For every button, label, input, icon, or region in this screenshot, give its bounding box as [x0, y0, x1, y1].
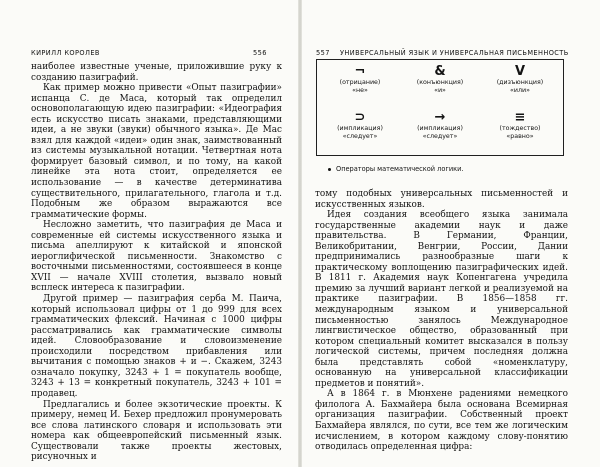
right-body-text [315, 189, 568, 453]
paragraph: Идея создания всеобщего языка занимала государственные академии наук и даже правительства. В Германии, Франции, Великобритании, Венгрии, России, Дании предпринимались разнообразные шаги к практическому воплощению пазиграфических идей. В 1811 г. Академия наук Копенгагена учредила премию за лучший вариант легкой и реализуемой на практике пазиграфии. В 1856—1858 гг. международным языком и универсальной письменностью занялось Международное лингвистическое общество, образованный при котором специальный комитет высказался в пользу логической системы, причем последняя должна была представлять собой «номенклатуру, основанную на универсальной классификации предметов и понятий». [315, 210, 568, 389]
running-head: КИРИЛЛ КОРОЛЕВ [31, 49, 100, 57]
operator-glyph: V [514, 64, 526, 79]
operator-reading: «или» [510, 86, 530, 94]
operator-negation [319, 64, 401, 94]
operator-reading: «следует» [342, 132, 378, 140]
right-page [300, 0, 600, 467]
operator-name: (дизъюнкция) [496, 79, 544, 86]
paragraph: Предлагались и более экзотические проекты. К примеру, немец И. Бехер предложил пронумеровать все слова латинского словаря и использовать эти номера как общеевропейский письменный язык. Существовали также проекты жестовых, рисуночных и [31, 399, 282, 463]
paragraph: Несложно заметить, что пазиграфия де Маса и современные ей системы искусственного языка и письма апеллируют к китайской и японской иероглифической письменности. Знакомство с восточными письменностями, состоявшееся в конце XVII — начале XVIII столетия, вызвало новый всплеск интереса к пазиграфии. [31, 220, 282, 294]
logic-operators-figure [316, 59, 564, 156]
operator-reading: «не» [352, 86, 368, 94]
operator-glyph: ≡ [514, 110, 526, 125]
operator-name: (тождество) [499, 125, 541, 132]
operator-reading: «и» [434, 86, 446, 94]
figure-caption-text: Операторы математической логики. [336, 165, 464, 173]
operator-conjunction [399, 64, 481, 94]
operator-reading: «следует» [422, 132, 458, 140]
paragraph: Другой пример — пазиграфия серба М. Паича, который использовал цифры от 1 до 999 для всех грамматических флексий. Начиная с 1000 цифры рассматривались как грамматические символы идей. Словообразование и словоизменение происходили посредством прибавления или вычитания с помощью знаков + и −. Скажем, 3243 означало покупку, 3243 + 1 = покупатель вообще, 3243 + 13 = конкретный покупатель, 3243 + 101 = продавец. [31, 294, 282, 399]
paragraph: тому подобных универсальных письменностей и искусственных языков. [315, 189, 568, 210]
operator-glyph: ¬ [354, 64, 366, 79]
operator-disjunction [479, 64, 561, 94]
operator-name: (импликация) [337, 125, 383, 132]
operator-implication-horseshoe [319, 110, 401, 140]
operator-glyph: & [434, 64, 446, 79]
operator-name: (импликация) [417, 125, 463, 132]
operator-identity [479, 110, 561, 140]
left-body-text [31, 62, 282, 463]
operator-name: (отрицание) [339, 79, 381, 86]
operator-reading: «равно» [506, 132, 534, 140]
running-head: УНИВЕРСАЛЬНЫЙ ЯЗЫК И УНИВЕРСАЛЬНАЯ ПИСЬМЕННОСТЬ [340, 49, 569, 57]
paragraph: наиболее известные ученые, приложившие руку к созданию пазиграфий. [31, 62, 282, 83]
operator-glyph: → [434, 110, 446, 125]
operator-glyph: ⊃ [354, 110, 366, 125]
paragraph: Как пример можно привести «Опыт пазиграфии» испанца С. де Маса, который так определил основополагающую идею пазиграфии: «Идеография есть искусство писать знаками, представляющими идеи, а не звуки (звуки) обычного языка». Де Мас взял для каждой «идеи» один знак, заимствованный из системы музыкальной нотации. Четвертная нота формирует базовый символ, и по тому, на какой линейке эта нота стоит, определяется ее использование — в качестве детерминатива существительного, прилагательного, глагола и т.д. Подобным же образом выражаются все грамматические формы. [31, 83, 282, 220]
operator-implication-arrow [399, 110, 481, 140]
page-number: 556 [253, 49, 267, 57]
page-number: 557 [316, 49, 330, 57]
bullet-icon [328, 168, 331, 171]
paragraph: А в 1864 г. в Мюнхене радениями немецкого филолога А. Бахмайера была основана Всемирная организация пазиграфии. Собственный проект Бахмайера являлся, по сути, все тем же логическим исчислением, в котором каждому слову-понятию отводилась определенная цифра: [315, 389, 568, 453]
figure-caption [328, 165, 464, 173]
operator-name: (конъюнкция) [416, 79, 464, 86]
